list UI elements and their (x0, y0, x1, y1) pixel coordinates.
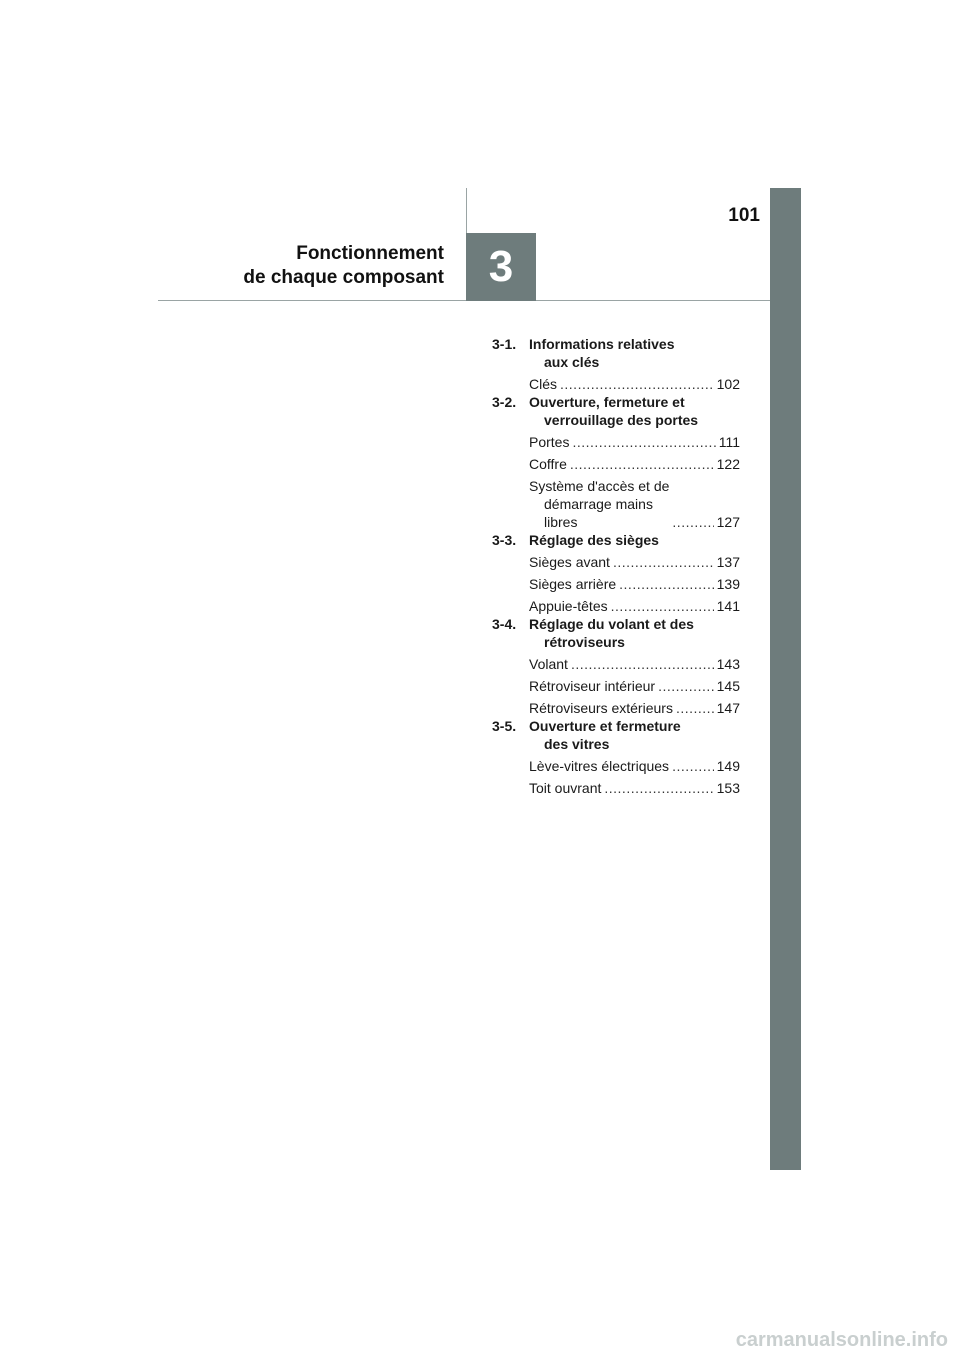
entry-page: 137 (716, 554, 740, 570)
leader-dots (676, 699, 714, 717)
toc-entry[interactable] (529, 433, 740, 451)
entry-label: Système d'accès et de (529, 478, 670, 494)
entry-page: 153 (716, 780, 740, 796)
section-title (529, 335, 675, 371)
entry-page: 147 (716, 700, 740, 716)
toc-section (492, 335, 740, 393)
toc-entry[interactable] (529, 455, 740, 473)
section-title-line: aux clés (544, 354, 600, 370)
chapter-title-line: Fonctionnement (296, 243, 444, 264)
section-number: 3-4. (492, 616, 517, 632)
chapter-number: 3 (488, 242, 514, 291)
entry-label: Coffre (529, 456, 567, 472)
section-title-line: Réglage du volant et des (529, 616, 694, 632)
toc-section (492, 531, 740, 615)
leader-dots (658, 677, 714, 695)
section-title (529, 717, 681, 753)
leader-dots (572, 433, 715, 451)
entry-label: libres (544, 514, 578, 530)
entry-page: 143 (716, 656, 740, 672)
toc-entry[interactable] (529, 757, 740, 775)
section-title-line: des vitres (544, 736, 610, 752)
section-heading[interactable] (492, 393, 740, 429)
entry-page: 102 (716, 376, 740, 392)
chapter-title (243, 242, 444, 290)
section-heading[interactable] (492, 717, 740, 753)
chapter-title-line: de chaque composant (243, 267, 444, 288)
entry-label: Lève-vitres électriques (529, 758, 670, 774)
section-heading[interactable] (492, 531, 740, 549)
table-of-contents (492, 335, 740, 797)
entry-page: 122 (716, 456, 740, 472)
toc-entry[interactable] (529, 375, 740, 393)
leader-dots (604, 779, 713, 797)
entry-label: Portes (529, 434, 570, 450)
section-title (529, 393, 698, 429)
section-title-line: rétroviseurs (544, 634, 625, 650)
leader-dots (571, 655, 714, 673)
leader-dots (613, 553, 714, 571)
entry-page: 139 (716, 576, 740, 592)
entry-page: 111 (718, 434, 740, 450)
entry-page: 127 (716, 514, 740, 530)
entry-label: Toit ouvrant (529, 780, 602, 796)
toc-entry[interactable] (529, 779, 740, 797)
entry-page: 145 (716, 678, 740, 694)
leader-dots (619, 575, 713, 593)
vertical-divider (466, 188, 467, 233)
entry-label: Volant (529, 656, 568, 672)
section-title (529, 531, 659, 549)
leader-dots (570, 455, 714, 473)
toc-entry[interactable] (529, 655, 740, 673)
toc-entry[interactable] (529, 553, 740, 571)
entry-label: Clés (529, 376, 558, 392)
section-title-line: Ouverture, fermeture et (529, 394, 685, 410)
toc-section (492, 615, 740, 717)
section-number: 3-3. (492, 532, 517, 548)
entry-label: Sièges avant (529, 554, 610, 570)
leader-dots (672, 513, 713, 531)
section-entries (529, 375, 740, 393)
section-title-line: Ouverture et fermeture (529, 718, 681, 734)
leader-dots (560, 375, 714, 393)
section-heading[interactable] (492, 335, 740, 371)
toc-section (492, 393, 740, 531)
section-title-line: verrouillage des portes (544, 412, 699, 428)
section-entries (529, 757, 740, 797)
entry-page: 141 (716, 598, 740, 614)
section-number: 3-5. (492, 718, 517, 734)
section-entries (529, 433, 740, 531)
section-title-line: Réglage des sièges (529, 532, 659, 548)
watermark: carmanualsonline.info (735, 1329, 948, 1351)
header-divider (158, 300, 770, 301)
leader-dots (672, 757, 714, 775)
entry-label: Sièges arrière (529, 576, 617, 592)
section-number: 3-1. (492, 336, 517, 352)
toc-entry[interactable] (529, 677, 740, 695)
section-entries (529, 553, 740, 615)
entry-page: 149 (716, 758, 740, 774)
toc-entry[interactable] (529, 597, 740, 615)
toc-entry[interactable] (529, 699, 740, 717)
entry-label: Appuie-têtes (529, 598, 608, 614)
toc-section (492, 717, 740, 797)
entry-label: Rétroviseurs extérieurs (529, 700, 673, 716)
leader-dots (611, 597, 714, 615)
toc-entry[interactable] (529, 575, 740, 593)
entry-label: démarrage mains (544, 496, 653, 512)
section-title-line: Informations relatives (529, 336, 675, 352)
chapter-number-box (466, 233, 536, 301)
section-title (529, 615, 694, 651)
section-heading[interactable] (492, 615, 740, 651)
section-number: 3-2. (492, 394, 517, 410)
toc-entry[interactable] (529, 477, 740, 531)
page-number: 101 (728, 205, 760, 226)
section-entries (529, 655, 740, 717)
chapter-side-tab (770, 188, 801, 1170)
entry-label: Rétroviseur intérieur (529, 678, 656, 694)
